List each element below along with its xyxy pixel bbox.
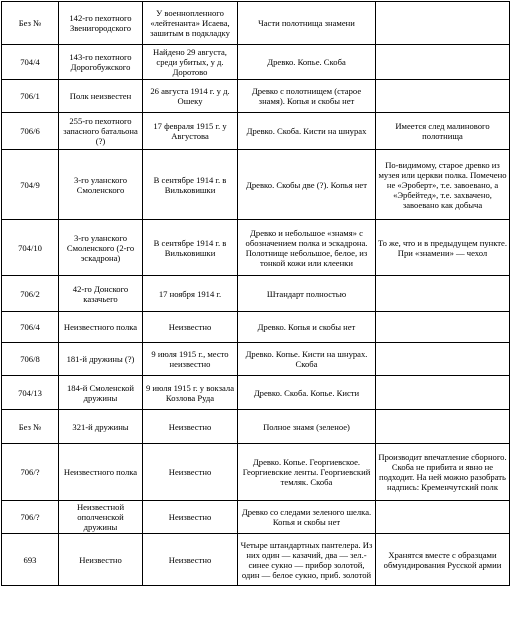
capture-circumstances-cell: Найдено 29 августа, среди убитых, у д. Доротово xyxy=(143,45,238,80)
inventory-number-cell: 706/1 xyxy=(2,80,59,113)
table-row xyxy=(2,410,510,444)
description-cell: Древко. Копье. Скоба xyxy=(238,45,376,80)
remarks-cell xyxy=(376,410,510,444)
banners-table xyxy=(1,1,510,586)
unit-cell: 143-го пехотного Дорогобужского xyxy=(59,45,143,80)
table-row xyxy=(2,220,510,276)
inventory-number-cell: 693 xyxy=(2,534,59,586)
table-body xyxy=(2,2,510,586)
inventory-number-cell: 704/13 xyxy=(2,376,59,410)
description-cell: Древко. Копья и скобы нет xyxy=(238,312,376,343)
unit-cell: 3-го уланского Смоленского (2-го эскадрона) xyxy=(59,220,143,276)
inventory-number-cell: 704/9 xyxy=(2,150,59,220)
table-row xyxy=(2,376,510,410)
inventory-number-cell: 706/? xyxy=(2,501,59,534)
table-row xyxy=(2,534,510,586)
table-row xyxy=(2,150,510,220)
table-row xyxy=(2,113,510,150)
inventory-number-cell: 706/? xyxy=(2,444,59,501)
capture-circumstances-cell: В сентябре 1914 г. в Вильковишки xyxy=(143,220,238,276)
unit-cell: 3-го уланского Смоленского xyxy=(59,150,143,220)
capture-circumstances-cell: Неизвестно xyxy=(143,534,238,586)
inventory-number-cell: 706/4 xyxy=(2,312,59,343)
description-cell: Древко. Скоба. Копье. Кисти xyxy=(238,376,376,410)
description-cell: Древко с полотнищем (старое знамя). Копья и скобы нет xyxy=(238,80,376,113)
inventory-number-cell: 706/6 xyxy=(2,113,59,150)
remarks-cell xyxy=(376,376,510,410)
table-row xyxy=(2,80,510,113)
unit-cell: 42-го Донского казачьего xyxy=(59,276,143,312)
unit-cell: 142-го пехотного Звенигородского xyxy=(59,2,143,45)
capture-circumstances-cell: 26 августа 1914 г. у д. Ошеку xyxy=(143,80,238,113)
unit-cell: 321-й дружины xyxy=(59,410,143,444)
unit-cell: Полк неизвестен xyxy=(59,80,143,113)
inventory-number-cell: 704/10 xyxy=(2,220,59,276)
table-row xyxy=(2,276,510,312)
remarks-cell xyxy=(376,2,510,45)
inventory-number-cell: 706/2 xyxy=(2,276,59,312)
capture-circumstances-cell: 17 ноября 1914 г. xyxy=(143,276,238,312)
remarks-cell xyxy=(376,276,510,312)
capture-circumstances-cell: Неизвестно xyxy=(143,312,238,343)
description-cell: Штандарт полностью xyxy=(238,276,376,312)
remarks-cell xyxy=(376,312,510,343)
description-cell: Древко со следами зеленого шелка. Копья и скобы нет xyxy=(238,501,376,534)
capture-circumstances-cell: 9 июля 1915 г., место неизвестно xyxy=(143,343,238,376)
capture-circumstances-cell: Неизвестно xyxy=(143,444,238,501)
unit-cell: 184-й Смоленской дружины xyxy=(59,376,143,410)
remarks-cell: Производит впечатление сборного. Скоба не прибита и явно не подходит. На ней можно разобрать надпись: Кременчутский полк xyxy=(376,444,510,501)
capture-circumstances-cell: 17 февраля 1915 г. у Августова xyxy=(143,113,238,150)
remarks-cell: Хранятся вместе с образцами обмундирования Русской армии xyxy=(376,534,510,586)
remarks-cell xyxy=(376,45,510,80)
inventory-number-cell: Без № xyxy=(2,2,59,45)
capture-circumstances-cell: В сентябре 1914 г. в Вильковишки xyxy=(143,150,238,220)
inventory-number-cell: Без № xyxy=(2,410,59,444)
table-row xyxy=(2,343,510,376)
remarks-cell: По-видимому, старое древко из музея или церкви полка. Помечено не «Эроберт», т.е. завоевано, а «Эрбейтед», т.е. захвачено, завоевано как добыча xyxy=(376,150,510,220)
remarks-cell xyxy=(376,501,510,534)
description-cell: Части полотнища знамени xyxy=(238,2,376,45)
capture-circumstances-cell: Неизвестно xyxy=(143,410,238,444)
table-row xyxy=(2,444,510,501)
description-cell: Полное знамя (зеленое) xyxy=(238,410,376,444)
description-cell: Древко. Скоба. Кисти на шнурах xyxy=(238,113,376,150)
remarks-cell xyxy=(376,80,510,113)
description-cell: Четыре штандартных пантелера. Из них один — казачий, два — зел.-синее сукно — прибор золотой, один — белое сукно, приб. золотой xyxy=(238,534,376,586)
capture-circumstances-cell: Неизвестно xyxy=(143,501,238,534)
description-cell: Древко. Копье. Георгиевское. Георгиевские ленты. Георгиевский темляк. Скоба xyxy=(238,444,376,501)
table-row xyxy=(2,2,510,45)
table-row xyxy=(2,312,510,343)
unit-cell: Неизвестного полка xyxy=(59,312,143,343)
inventory-number-cell: 704/4 xyxy=(2,45,59,80)
remarks-cell xyxy=(376,343,510,376)
unit-cell: 255-го пехотного запасного батальона (?) xyxy=(59,113,143,150)
unit-cell: Неизвестно xyxy=(59,534,143,586)
table-row xyxy=(2,45,510,80)
remarks-cell: То же, что и в предыдущем пункте. При «знамени» — чехол xyxy=(376,220,510,276)
description-cell: Древко и небольшое «знамя» с обозначением полка и эскадрона. Полотнище небольшое, белое, из тонкой кожи или клеенки xyxy=(238,220,376,276)
description-cell: Древко. Скобы две (?). Копья нет xyxy=(238,150,376,220)
inventory-number-cell: 706/8 xyxy=(2,343,59,376)
description-cell: Древко. Копье. Кисти на шнурах. Скоба xyxy=(238,343,376,376)
unit-cell: Неизвестной ополченской дружины xyxy=(59,501,143,534)
unit-cell: 181-й дружины (?) xyxy=(59,343,143,376)
unit-cell: Неизвестного полка xyxy=(59,444,143,501)
capture-circumstances-cell: У военнопленного «лейтенанта» Исаева, зашитым в подкладку xyxy=(143,2,238,45)
remarks-cell: Имеется след малинового полотнища xyxy=(376,113,510,150)
capture-circumstances-cell: 9 июля 1915 г. у вокзала Козлова Руда xyxy=(143,376,238,410)
table-row xyxy=(2,501,510,534)
